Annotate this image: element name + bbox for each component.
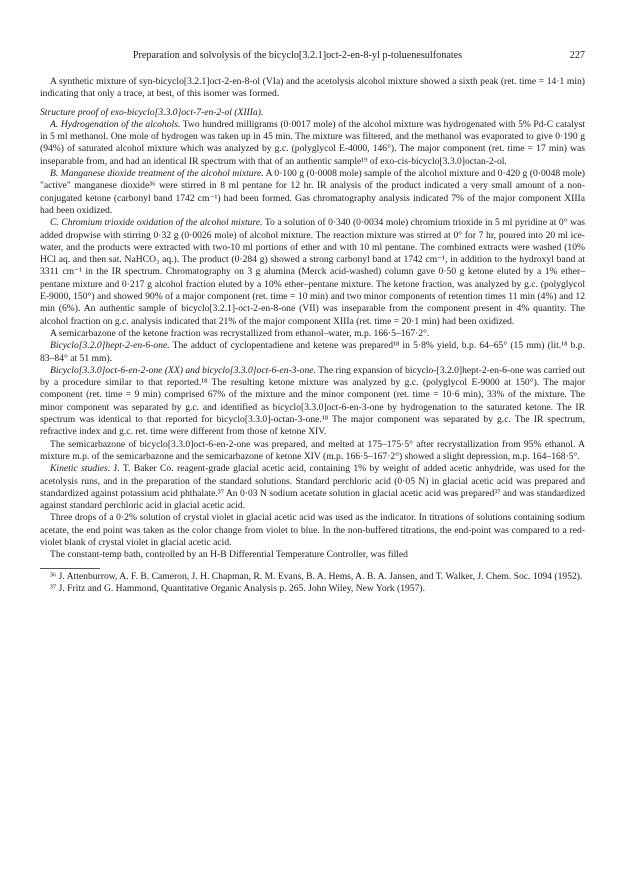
paragraph-semicarbazone-octenone: The semicarbazone of bicyclo[3.3.0]oct-6-en-2-one was prepared, and melted at 175–175·5° after recrystallization from 95% ethanol. A mixture m.p. of the semicarbazone and the semicarbazone of ketone XIV (m.p. 166·5–167·2°) showed a slight depression, m.p. 164–168·5°. xyxy=(40,438,585,462)
running-head xyxy=(40,50,585,66)
footnote-36-mark: ³⁶ xyxy=(50,570,57,582)
heptenone-text: The adduct of cyclopentadiene and ketene was prepared¹⁸ in 5·8% yield, b.p. 64–65° (15 mm) (lit.¹⁸ b.p. 83–84° at 51 mm). xyxy=(40,340,585,364)
paragraph-octenone xyxy=(40,365,585,439)
paragraph-constant-temp-bath: The constant-temp bath, controlled by an H-B Differential Temperature Controller, was filled xyxy=(50,549,408,561)
chromium-label: C. Chromium trioxide oxidation of the alcohol mixture. xyxy=(50,217,263,229)
paragraph-chromium-trioxide xyxy=(40,217,585,328)
paragraph-manganese-dioxide xyxy=(40,168,585,217)
paragraph-heptenone xyxy=(40,340,585,365)
footnote-36-text: J. Attenburrow, A. F. B. Cameron, J. H. Chapman, R. M. Evans, B. A. Hems, A. B. A. Jansen, and T. Walker, J. Chem. Soc. 1094 (1952). xyxy=(58,570,583,582)
footnote-36 xyxy=(40,571,585,583)
structure-heading: Structure proof of exo-bicyclo[3.3.0]oct-7-en-2-ol (XIIIa). xyxy=(40,106,264,118)
paragraph-semicarbazone: A semicarbazone of the ketone fraction was recrystallized from ethanol–water, m.p. 166·5–167·2°. xyxy=(50,327,430,339)
hydrogenation-label: A. Hydrogenation of the alcohols. xyxy=(50,118,181,130)
footnote-37 xyxy=(40,583,585,595)
hydrogenation-text: Two hundred milligrams (0·0017 mole) of the alcohol mixture was hydrogenated with 5% Pd-C catalyst in 5 ml methanol. One mole of hydrogen was taken up in 45 min. The mixture was filtered, and the methanol was evaporated to give 0·190 g (94%) of saturated alcohol mixture which was analyzed by g.c. (polyglycol E-4000, 146°). The major component (ret. time = 17 min) was inseparable from, and had an identical IR spectrum with that of an authentic sample¹⁹ of exo-cis-bicyclo[3.3.0]octan-2-ol. xyxy=(40,118,585,167)
paragraph-synthetic-mixture: A synthetic mixture of syn-bicyclo[3.2.1]oct-2-en-8-ol (VIa) and the acetolysis alcohol mixture showed a sixth peak (ret. time = 14·1 min) indicating that only a trace, at best, of this isomer was formed. xyxy=(40,76,585,100)
manganese-label: B. Manganese dioxide treatment of the alcohol mixture. xyxy=(50,168,264,180)
paragraph-indicator: Three drops of a 0·2% solution of crystal violet in glacial acetic acid was used as the indicator. In titrations of solutions containing sodium acetate, the end point was taken as the color change from violet to blue. In the non-buffered titrations, the end-point was compared to a red-violet blank of crystal violet in glacial acetic acid. xyxy=(40,512,585,548)
octenone-text: The ring expansion of bicyclo-[3.2.0]hept-2-en-6-one was carried out by a procedure similar to that reported.¹⁸ The resulting ketone mixture was analyzed by g.c. (polyglycol E-9000 at 150°). The major component (ret. time = 9 min) comprised 67% of the mixture and the minor component (ret. time = 10·6 min), 33% of the mixture. The minor component was separated by g.c. and identified as bicyclo[3.3.0]oct-6-en-3-one by hydrogenation to the saturated ketone. The IR spectrum was identical to that reported for bicyclo[3.3.0]-octan-3-one.¹⁸ The major component was separated by g.c. The IR spectrum, refractive index and g.c. ret. time were different from those of ketone XIV. xyxy=(40,364,585,438)
heptenone-label: Bicyclo[3.2.0]hept-2-en-6-one. xyxy=(50,340,170,352)
section-heading-structure-proof xyxy=(40,107,585,119)
running-title: Preparation and solvolysis of the bicyclo[3.2.1]oct-2-en-8-yl p-toluenesulfonates xyxy=(132,50,463,61)
kinetic-label: Kinetic studies. xyxy=(50,463,111,475)
paragraph-hydrogenation xyxy=(40,119,585,168)
footnote-37-mark: ³⁷ xyxy=(50,582,57,594)
footnote-37-text: J. Fritz and G. Hammond, Quantitative Organic Analysis p. 265. John Wiley, New York (1957). xyxy=(58,582,425,594)
page-number: 227 xyxy=(569,50,585,61)
octenone-label: Bicyclo[3.3.0]oct-6-en-2-one (XX) and bicyclo[3.3.0]oct-6-en-3-one. xyxy=(50,364,316,376)
paragraph-kinetic-studies xyxy=(40,463,585,512)
kinetic-text: J. T. Baker Co. reagent-grade glacial acetic acid, containing 1% by weight of added acetic anhydride, was used for the acetolysis runs, and in the preparation of the standard solutions. Standard perchloric acid (0·05 N) in glacial acetic acid was prepared and standardized against potassium acid phthalate.³⁷ An 0·03 N sodium acetate solution in glacial acetic acid was prepared³⁷ and was standardized against standard perchloric acid in glacial acetic acid. xyxy=(40,463,586,512)
manganese-text: A 0·100 g (0·0008 mole) sample of the alcohol mixture and 0·420 g (0·0048 mole) "active" manganese dioxide³⁶ were stirred in 8 ml pentane for 12 hr. IR analysis of the product indicated a very small amount of a non-conjugated ketone (carbonyl band 1742 cm⁻¹) had been formed. Gas chromatography analysis indicated 7% of the major component XIIIa had been oxidized. xyxy=(40,168,586,216)
chromium-text: To a solution of 0·340 (0·0034 mole) chromium trioxide in 5 ml pyridine at 0° was added dropwise with stirring 0·32 g (0·0026 mole) of alcohol mixture. The reaction mixture was stirred at 0° for 7 hr, poured into 20 ml ice-water, and the products were extracted with two-10 ml portions of ether and with 10 ml pentane. The combined extracts were washed (10% HCl aq. and then sat. NaHCO₃ aq.). The product (0·284 g) showed a strong carbonyl band at 1742 cm⁻¹, in addition to the hydroxyl band at 3311 cm⁻¹ in the IR spectrum. Chromatography on 3 g alumina (Merck acid-washed) column gave 0·50 g ketone eluted by a 1% ether–pentane mixture and 0·217 g alcohol fraction eluted by a 10% ether–pentane mixture. The ketone fraction, was analyzed by g.c. (polyglycol E-9000, 150°) and showed 90% of a major component (ret. time = 10 min) and two minor components of retention times 11 min (4%) and 12 min (6%). An authentic sample of bicyclo[3.2.1]-oct-2-en-8-one (VII) was inseparable from the component present in 4% quantity. The alcohol fraction on g.c. analysis indicated that 21% of the major component XIIIa (ret. time = 20·1 min) had been oxidized. xyxy=(40,217,585,327)
